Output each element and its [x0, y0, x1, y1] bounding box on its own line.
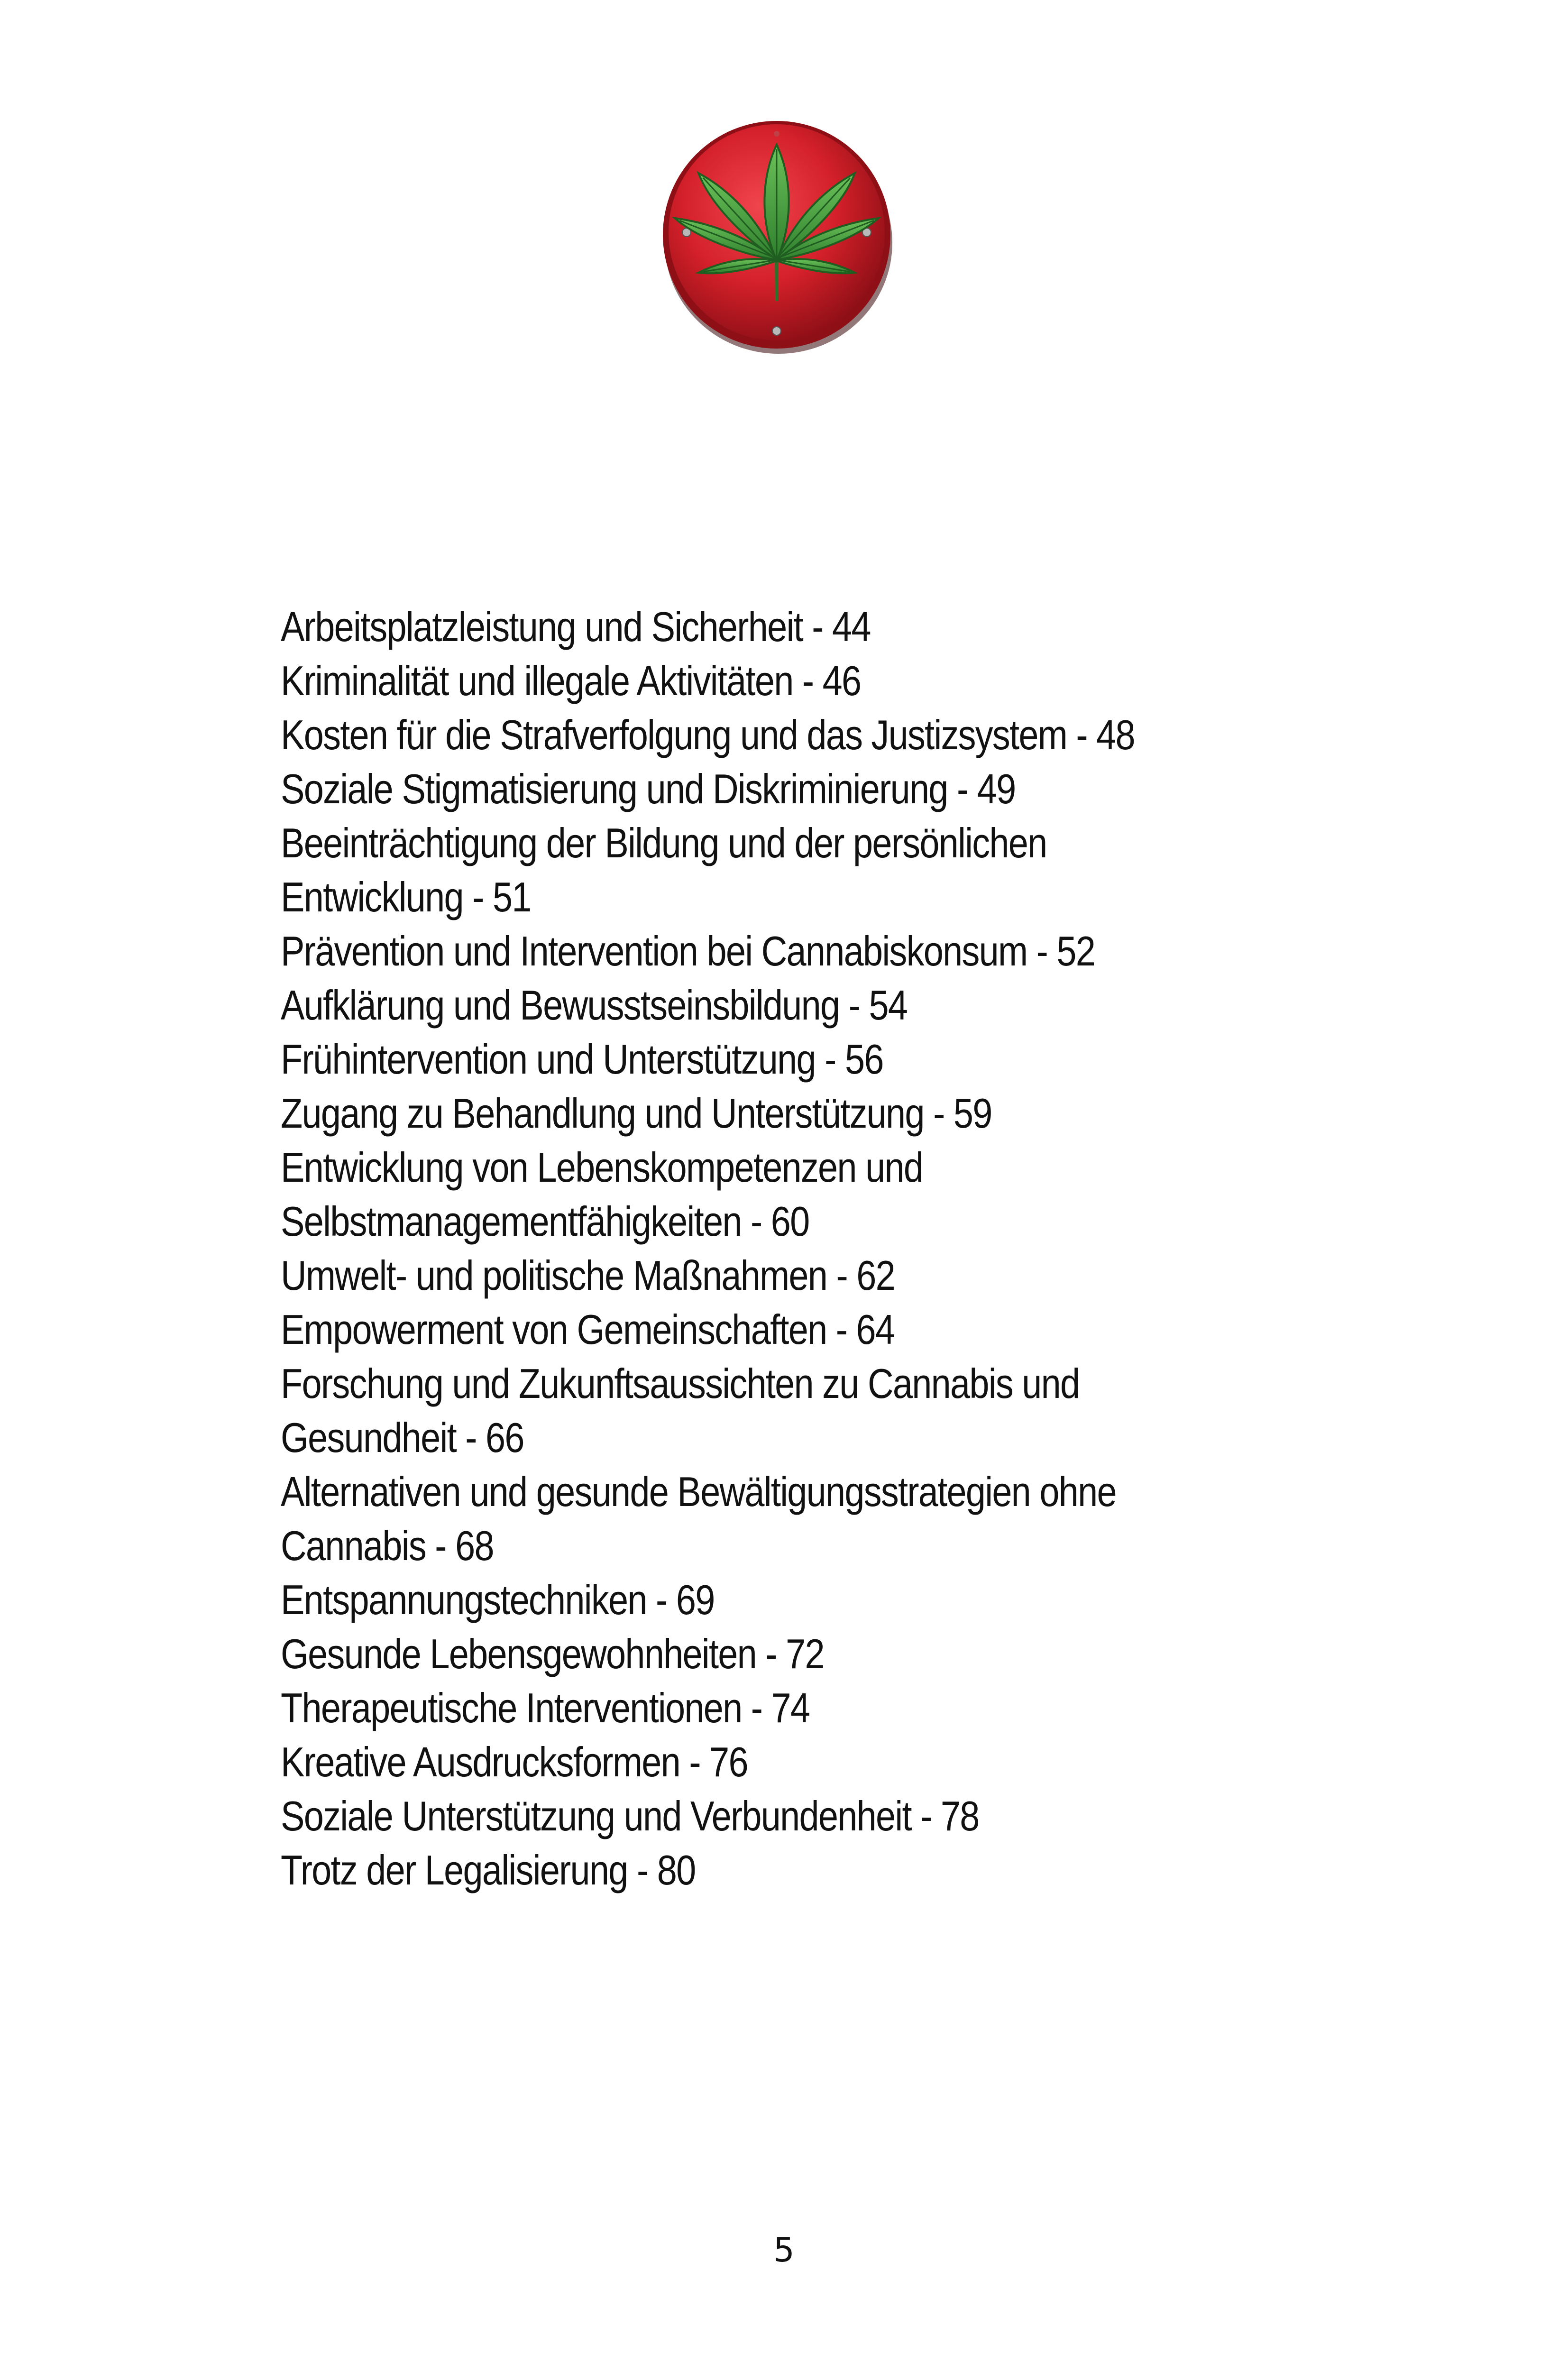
toc-entry-text: Kosten für die Strafverfolgung und das Justizsystem - 48	[281, 711, 1135, 758]
toc-entry	[281, 1303, 1178, 1357]
toc-entry	[281, 924, 1178, 978]
toc-entry	[281, 654, 1178, 708]
toc-entry-text: Therapeutische Interventionen - 74	[281, 1684, 810, 1731]
toc-entry-text-line2: Cannabis - 68	[281, 1522, 494, 1569]
toc-entry-text: Empowerment von Gemeinschaften - 64	[281, 1306, 895, 1353]
toc-entry	[281, 1627, 1178, 1681]
toc-entry-text: Aufklärung und Bewusstseinsbildung - 54	[281, 982, 908, 1029]
toc-entry	[281, 1843, 1178, 1897]
toc-entry-text: Trotz der Legalisierung - 80	[281, 1847, 696, 1893]
toc-entry	[281, 1789, 1178, 1843]
page-number: 5	[773, 2231, 795, 2270]
toc-entry-text: Gesunde Lebensgewohnheiten - 72	[281, 1630, 824, 1677]
toc-entry	[281, 1573, 1178, 1627]
toc-entry	[281, 978, 1178, 1032]
toc-entry-text-line2: Gesundheit - 66	[281, 1414, 524, 1461]
toc-entry-text-line1: Entwicklung von Lebenskompetenzen und	[281, 1144, 923, 1191]
logo-graphic	[659, 114, 896, 356]
toc-entry-text: Zugang zu Behandlung und Unterstützung - 59	[281, 1090, 992, 1137]
toc-entry	[281, 1249, 1178, 1303]
toc-entry	[281, 708, 1178, 762]
toc-entry	[281, 1735, 1178, 1789]
toc-entry-text-line1: Forschung und Zukunftsaussichten zu Cannabis und	[281, 1360, 1080, 1407]
toc-entry-text: Kreative Ausdrucksformen - 76	[281, 1738, 748, 1785]
toc-entry-text-line2: Selbstmanagementfähigkeiten - 60	[281, 1198, 809, 1245]
toc-entry-text: Prävention und Intervention bei Cannabiskonsum - 52	[281, 928, 1095, 974]
toc-entry	[281, 816, 1178, 924]
toc-entry	[281, 600, 1178, 654]
toc-entry	[281, 1357, 1178, 1465]
toc-entry-text: Umwelt- und politische Maßnahmen - 62	[281, 1252, 895, 1299]
cannabis-leaf-icon	[659, 114, 896, 356]
toc-entry	[281, 1681, 1178, 1735]
toc-entry-text: Entspannungstechniken - 69	[281, 1576, 715, 1623]
table-of-contents	[281, 600, 1324, 1897]
toc-entry	[281, 1086, 1178, 1140]
toc-entry	[281, 1465, 1178, 1573]
toc-entry-text-line2: Entwicklung - 51	[281, 873, 531, 920]
toc-entry-text-line1: Beeinträchtigung der Bildung und der persönlichen	[281, 819, 1047, 866]
toc-entry	[281, 1032, 1178, 1086]
toc-entry-text: Arbeitsplatzleistung und Sicherheit - 44	[281, 603, 871, 650]
toc-entry-text: Frühintervention und Unterstützung - 56	[281, 1036, 883, 1083]
toc-entry-text: Soziale Unterstützung und Verbundenheit - 78	[281, 1792, 979, 1839]
toc-entry	[281, 1140, 1178, 1249]
toc-entry-text-line1: Alternativen und gesunde Bewältigungsstrategien ohne	[281, 1468, 1116, 1515]
toc-entry-text: Kriminalität und illegale Aktivitäten - 46	[281, 657, 861, 704]
toc-entry	[281, 762, 1178, 816]
toc-entry-text: Soziale Stigmatisierung und Diskriminierung - 49	[281, 765, 1016, 812]
